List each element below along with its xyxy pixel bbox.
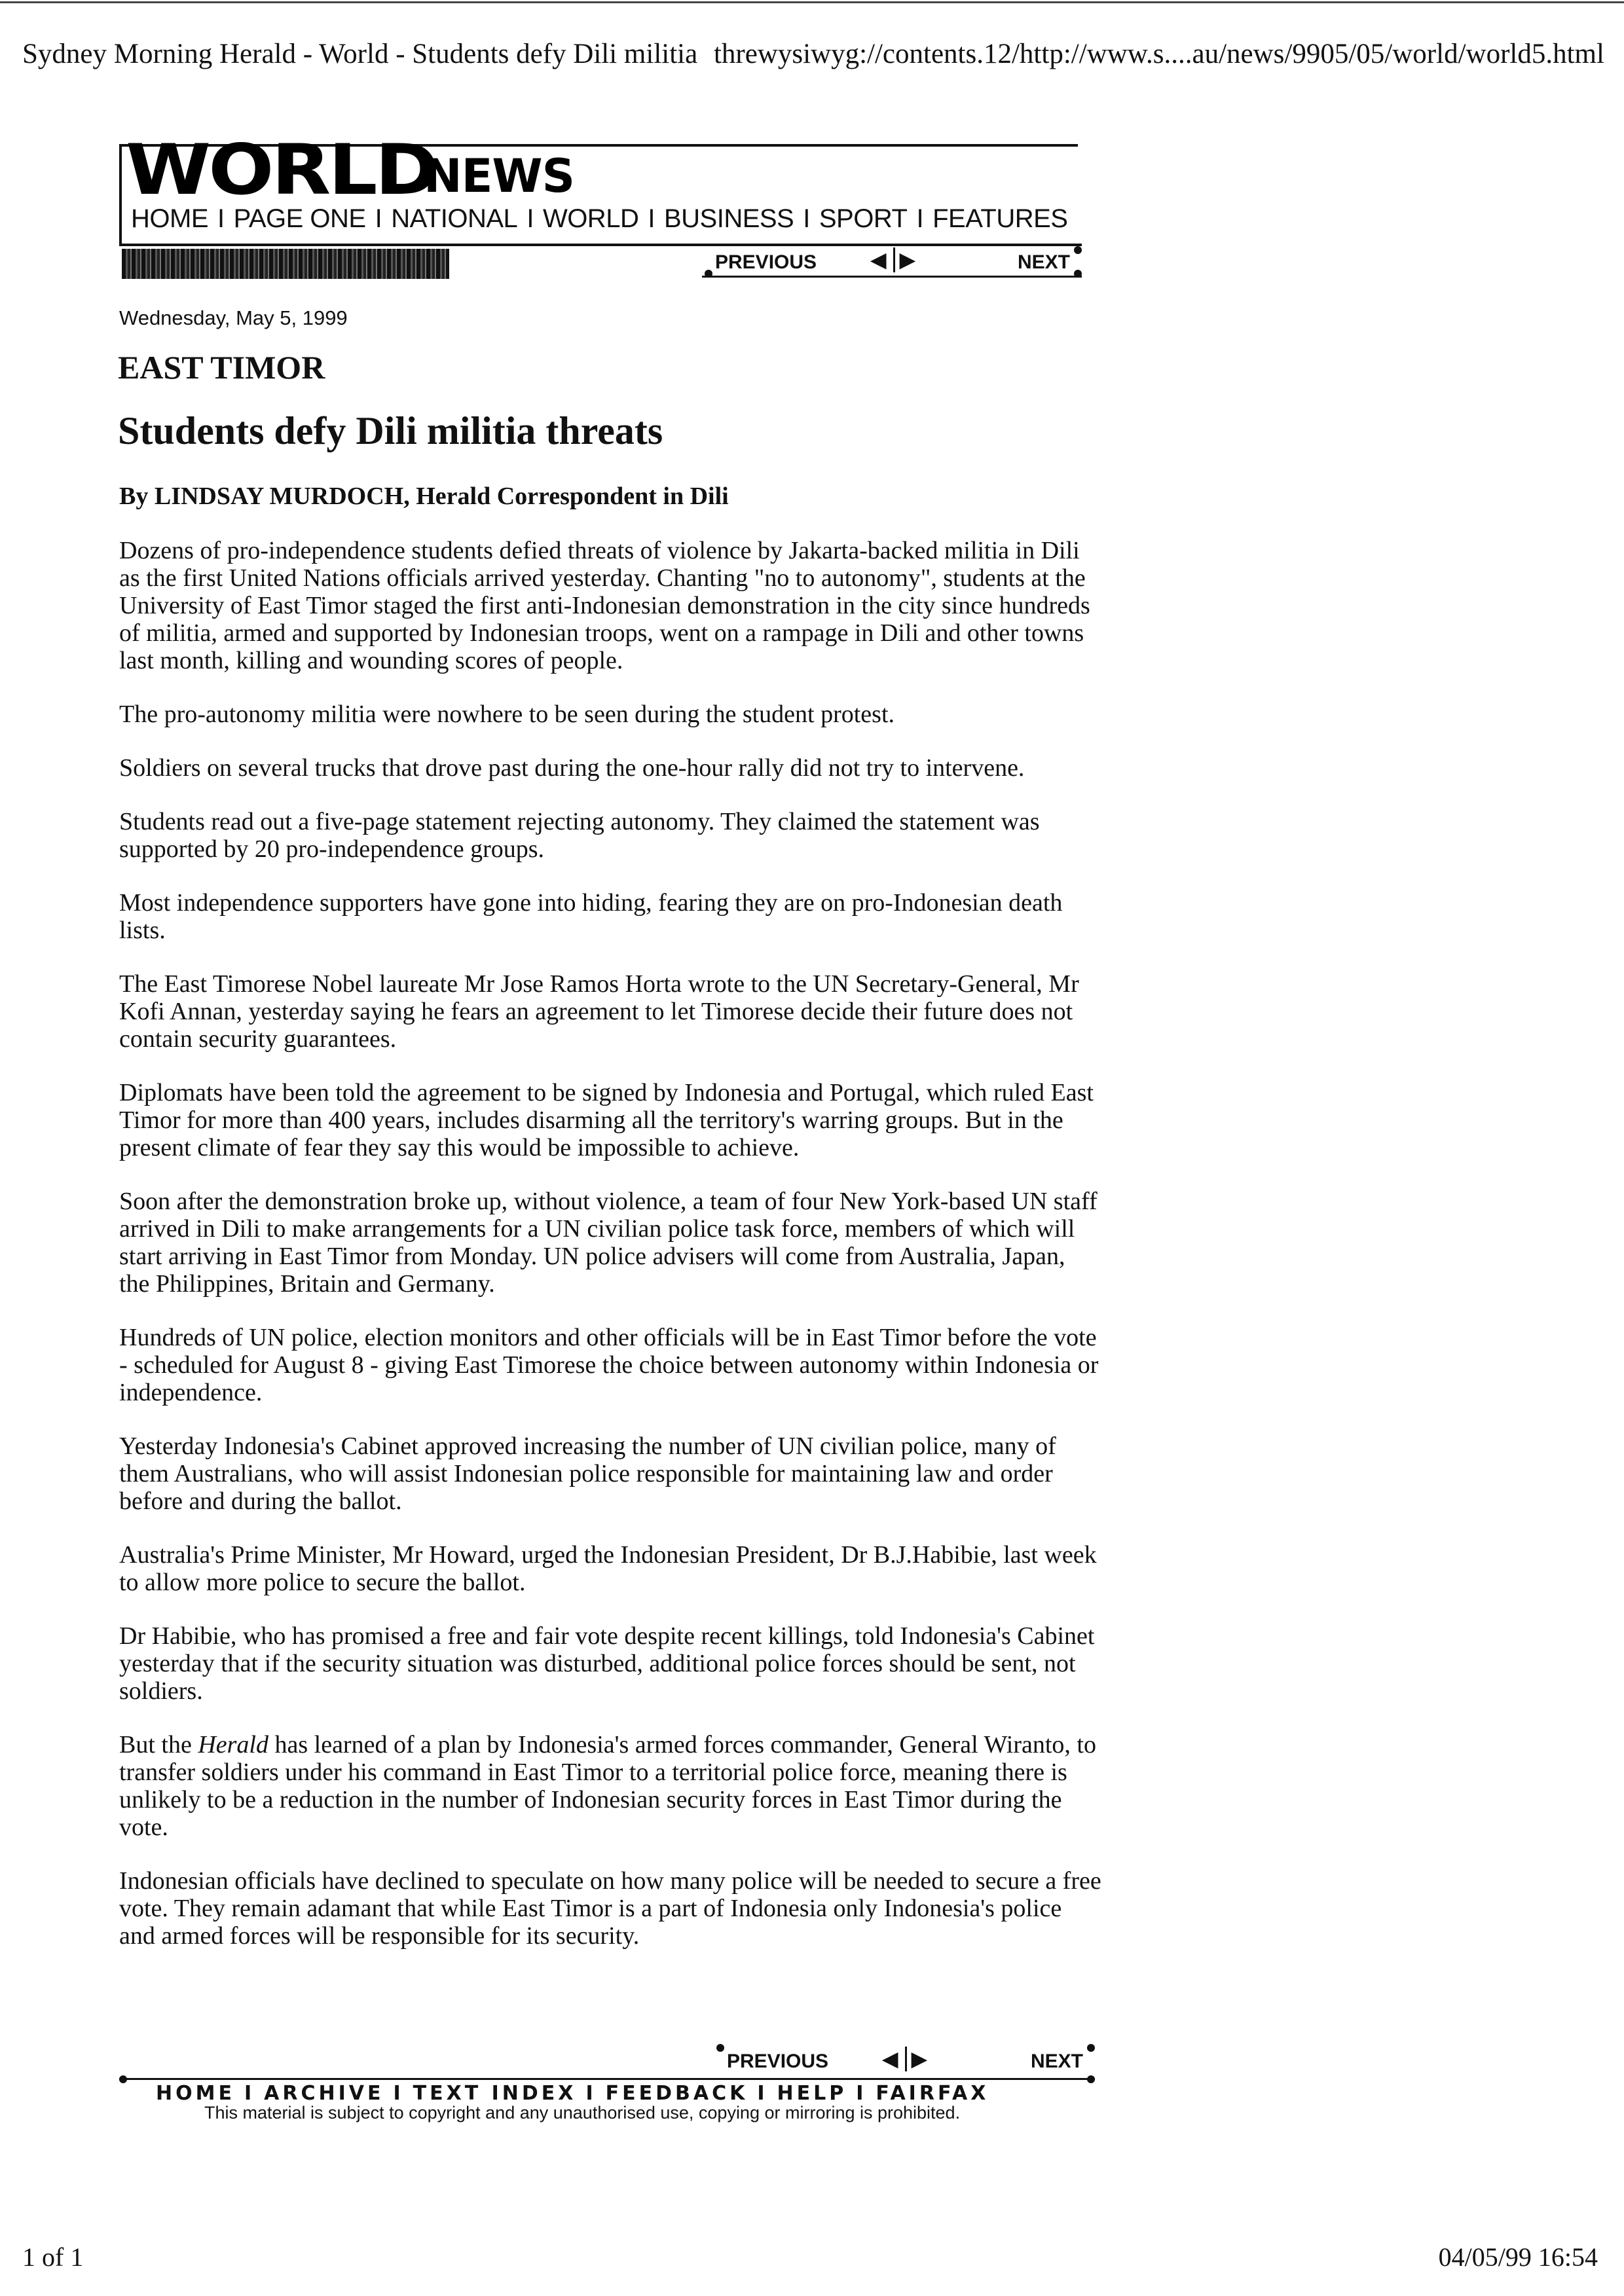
nav-business[interactable]: BUSINESS [663,204,794,233]
paragraph: Soldiers on several trucks that drove past during the one-hour rally did not try to intervene. [119,754,1025,782]
nav-page-one[interactable]: PAGE ONE [233,204,366,233]
pager-dot [716,2044,724,2052]
print-page-title: Sydney Morning Herald - World - Students defy Dili militia [22,39,698,69]
paragraph: Hundreds of UN police, election monitors and other officials will be in East Timor before the vote - scheduled for August 8 - giving East Timorese the choice between autonomy within Indonesia or independence. [119,1324,1099,1406]
pager-divider [905,2047,907,2071]
paragraph [119,1731,1101,1841]
footer-archive[interactable]: ARCHIVE [264,2082,384,2105]
footer-fairfax[interactable]: FAIRFAX [876,2082,989,2105]
article-date: Wednesday, May 5, 1999 [119,306,348,329]
arrow-left-icon[interactable]: ◀ [883,2049,898,2070]
pager-bottom [714,2047,1095,2078]
footer-feedback[interactable]: FEEDBACK [605,2082,748,2105]
next-link[interactable]: NEXT [1030,2050,1083,2072]
smh-nameplate-logo[interactable] [122,249,449,279]
previous-link[interactable]: PREVIOUS [715,251,817,273]
nav-separator: I [916,204,924,233]
nav-sport[interactable]: SPORT [819,204,908,233]
paragraph: Soon after the demonstration broke up, without violence, a team of four New York-based UN staff arrived in Dili to make arrangements for a UN civilian police task force, members of which will start arriving in East Timor from Monday. UN police advisers will come from Australia, Japan, the Philippines, Britain and Germany. [119,1188,1098,1298]
article-byline: By LINDSAY MURDOCH, Herald Correspondent in Dili [119,483,729,510]
previous-link[interactable]: PREVIOUS [727,2050,829,2072]
print-header [22,38,1607,70]
print-page-count: 1 of 1 [22,2242,84,2272]
paragraph-text: But the [119,1731,198,1758]
paragraph-text: has learned of a plan by Indonesia's armed forces commander, General Wiranto, to transfer soldiers under his command in East Timor to a territorial police force, meaning there is unlikely to be a reduction in the number of Indonesian security forces in East Timor during the vote. [119,1731,1096,1841]
rule-dot [1087,2075,1095,2083]
nav-separator: I [803,204,810,233]
print-page-url: threwysiwyg://contents.12/http://www.s....au/news/9905/05/world/world5.html [713,39,1604,69]
arrow-right-icon[interactable]: ▶ [912,2049,927,2070]
masthead [119,129,1082,284]
footer-home[interactable]: HOME [156,2082,235,2105]
section-nav [131,204,1067,234]
pager-divider [893,247,895,272]
nav-features[interactable]: FEATURES [932,204,1068,233]
pager-dot [1074,270,1082,278]
nav-home[interactable]: HOME [131,204,208,233]
footer-help[interactable]: HELP [777,2082,847,2105]
nav-separator: I [393,2082,404,2105]
pager-dot [1074,246,1082,254]
nav-separator: I [856,2082,867,2105]
paragraph: Most independence supporters have gone into hiding, fearing they are on pro-Indonesian death lists. [119,889,1063,944]
pager-rule [702,276,1082,278]
footer-rule [119,2078,1095,2080]
nav-separator: I [244,2082,255,2105]
pager-dot [1087,2044,1095,2052]
nav-world[interactable]: WORLD [542,204,639,233]
nav-rule [119,244,1082,246]
top-rule [0,1,1624,3]
paragraph: Australia's Prime Minister, Mr Howard, urged the Indonesian President, Dr B.J.Habibie, last week to allow more police to secure the ballot. [119,1541,1097,1596]
arrow-right-icon[interactable]: ▶ [900,249,915,271]
nav-separator: I [757,2082,768,2105]
arrow-left-icon[interactable]: ◀ [871,249,887,271]
nav-national[interactable]: NATIONAL [391,204,518,233]
nav-separator: I [648,204,655,233]
nav-separator: I [585,2082,597,2105]
logo-news[interactable]: NEWS [424,149,575,203]
nav-separator: I [375,204,382,233]
copyright-notice: This material is subject to copyright and any unauthorised use, copying or mirroring is prohibited. [204,2103,961,2123]
paragraph: Dr Habibie, who has promised a free and fair vote despite recent killings, told Indonesia's Cabinet yesterday that if the security situation was disturbed, additional police forces should be sent, not soldiers. [119,1622,1095,1705]
herald-italic: Herald [198,1731,268,1758]
paragraph: Indonesian officials have declined to speculate on how many police will be needed to secure a free vote. They remain adamant that while East Timor is a part of Indonesia only Indonesia's police and armed forces will be responsible for its security. [119,1867,1101,1950]
nav-separator: I [526,204,534,233]
paragraph: The pro-autonomy militia were nowhere to be seen during the student protest. [119,701,895,728]
section-heading: EAST TIMOR [118,349,325,386]
footer-text-index[interactable]: TEXT INDEX [413,2082,577,2105]
paragraph: The East Timorese Nobel laureate Mr Jose Ramos Horta wrote to the UN Secretary-General, Mr Kofi Annan, yesterday saying he fears an agreement to let Timorese decide their future does not contain security guarantees. [119,970,1079,1053]
logo-world[interactable]: WORLD [126,129,437,211]
pager-top [702,247,1082,279]
article-headline: Students defy Dili militia threats [118,409,663,452]
nav-separator: I [217,204,225,233]
print-timestamp: 04/05/99 16:54 [1438,2242,1598,2272]
paragraph: Dozens of pro-independence students defied threats of violence by Jakarta-backed militia in Dili as the first United Nations officials arrived yesterday. Chanting "no to autonomy", students at the University of East Timor staged the first anti-Indonesian demonstration in the city since hundreds of militia, armed and supported by Indonesian troops, went on a rampage in Dili and other towns last month, killing and wounding scores of people. [119,537,1090,674]
paragraph: Yesterday Indonesia's Cabinet approved increasing the number of UN civilian police, many of them Australians, who will assist Indonesian police responsible for maintaining law and order before and during the ballot. [119,1432,1056,1515]
article-body [119,537,1101,1976]
paragraph: Students read out a five-page statement rejecting autonomy. They claimed the statement was supported by 20 pro-independence groups. [119,808,1040,863]
footer-nav [156,2082,989,2105]
next-link[interactable]: NEXT [1017,251,1070,273]
paragraph: Diplomats have been told the agreement to be signed by Indonesia and Portugal, which ruled East Timor for more than 400 years, includes disarming all the territory's warring groups. But in the present climate of fear they say this would be impossible to achieve. [119,1079,1094,1161]
